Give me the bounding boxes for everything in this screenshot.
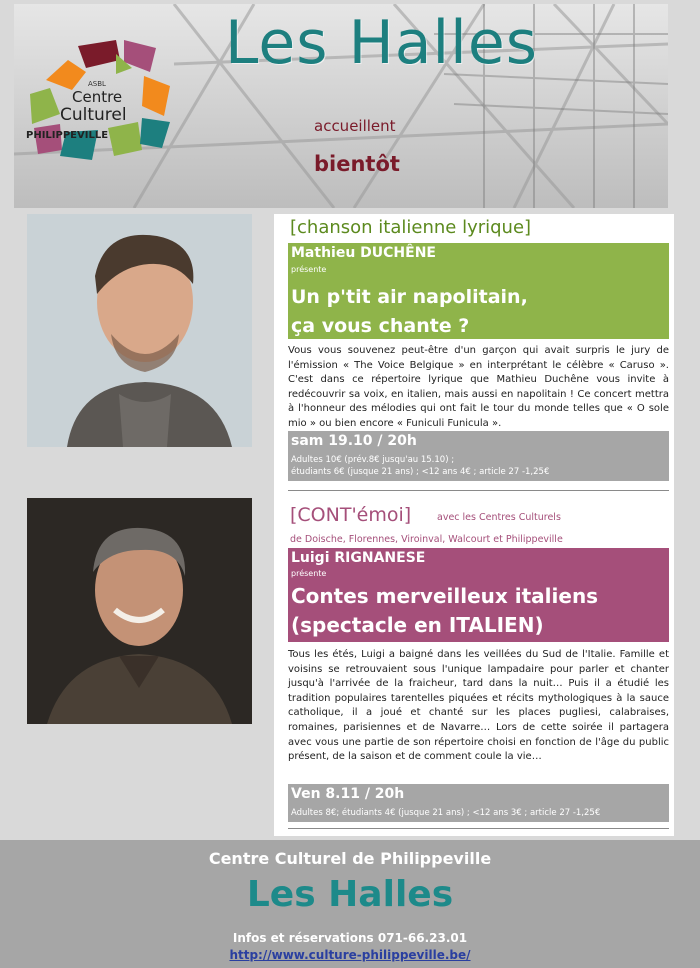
event1-title-block (288, 243, 669, 339)
footer-organization: Centre Culturel de Philippeville (208, 849, 492, 868)
event1-presents: présente (291, 265, 327, 274)
event2-show-line2: (spectacle en ITALIEN) (291, 613, 544, 637)
photo-mathieu-duchene (27, 214, 252, 447)
page-title: Les Halles (224, 8, 539, 78)
subtitle-accueillent: accueillent (314, 117, 396, 135)
event2-date: Ven 8.11 / 20h (291, 786, 405, 802)
logo-city: PHILIPPEVILLE (26, 130, 109, 141)
event2-presents: présente (291, 569, 327, 578)
event2-description: Tous les étés, Luigi a baigné dans les veillées du Sud de l'Italie. Famille et voisins se retrouvaient sous l'unique lampadaire pour parler et chanter jusqu'à l'arrivée de la fraicheur, tard dans la nuit… Puis il a étudié les tradition populaires tarentelles piquées et récits mythologiques à la sauce catholique, il a joué et chanté sur les places pugliesi, calabraises, romaines, parisiennes et de Navarre… Lors de cette soirée il partagera avec vous une partie de son répertoire choisi en fonction de l'âge du public présent, de la saison et de comment coule la vie… (288, 649, 669, 763)
footer-title: Les Halles (246, 874, 454, 915)
separator-line (288, 828, 669, 829)
event2-artist: Luigi RIGNANESE (291, 550, 426, 566)
footer-info: Infos et réservations 071-66.23.01 (232, 931, 468, 945)
event2-title-block (288, 548, 669, 642)
event1-genre: [chanson italienne lyrique] (290, 217, 532, 238)
event2-genre: [CONT'émoi] (290, 504, 412, 526)
event2-show-line1: Contes merveilleux italiens (291, 584, 599, 608)
centre-culturel-logo (20, 32, 180, 172)
footer-website-link[interactable]: http://www.culture-philippeville.be/ (229, 948, 471, 962)
event2-partners-line2: de Doische, Florennes, Viroinval, Walcourt et Philippeville (290, 534, 563, 545)
separator-line (288, 490, 669, 491)
logo-culturel: Culturel (60, 105, 127, 125)
footer (0, 840, 700, 968)
subtitle-bientot: bientôt (314, 152, 400, 176)
photo-luigi-rignanese (27, 498, 252, 724)
event1-description: Vous vous souvenez peut-être d'un garçon qui avait surpris le jury de l'émission « The Voice Belgique » en interprétant le célèbre « Caruso ». C'est dans ce répertoire lyrique que Mathieu Duchêne vous invite à redécouvrir sa voix, en italien, mais aussi en napolitain ! Ce concert mettra à l'honneur des mélodies qui ont fait le tour du monde telles que « O sole mio » ou bien encore « Funiculi Funicula ». (288, 345, 669, 429)
event1-show-line2: ça vous chante ? (291, 315, 470, 337)
event1-show-title (291, 283, 528, 341)
event1-price-line2: étudiants 6€ (jusque 21 ans) ; <12 ans 4€ ; article 27 -1,25€ (291, 467, 550, 477)
logo-centre: Centre (72, 88, 123, 106)
event1-date: sam 19.10 / 20h (291, 433, 417, 449)
event1-show-line1: Un p'tit air napolitain, (291, 286, 528, 308)
logo-asbl: ASBL (88, 80, 106, 88)
event1-price-line1: Adultes 10€ (prév.8€ jusqu'au 15.10) ; (291, 455, 455, 465)
event2-date-block (288, 784, 669, 822)
header-banner (14, 4, 668, 208)
event1-artist: Mathieu DUCHÊNE (291, 245, 436, 261)
events-column (274, 214, 674, 836)
event2-price-line1: Adultes 8€; étudiants 4€ (jusque 21 ans) ; <12 ans 3€ ; article 27 -1,25€ (291, 808, 601, 818)
event1-date-block (288, 431, 669, 481)
event2-partners-line1: avec les Centres Culturels (437, 512, 561, 523)
event2-show-title (291, 582, 598, 640)
